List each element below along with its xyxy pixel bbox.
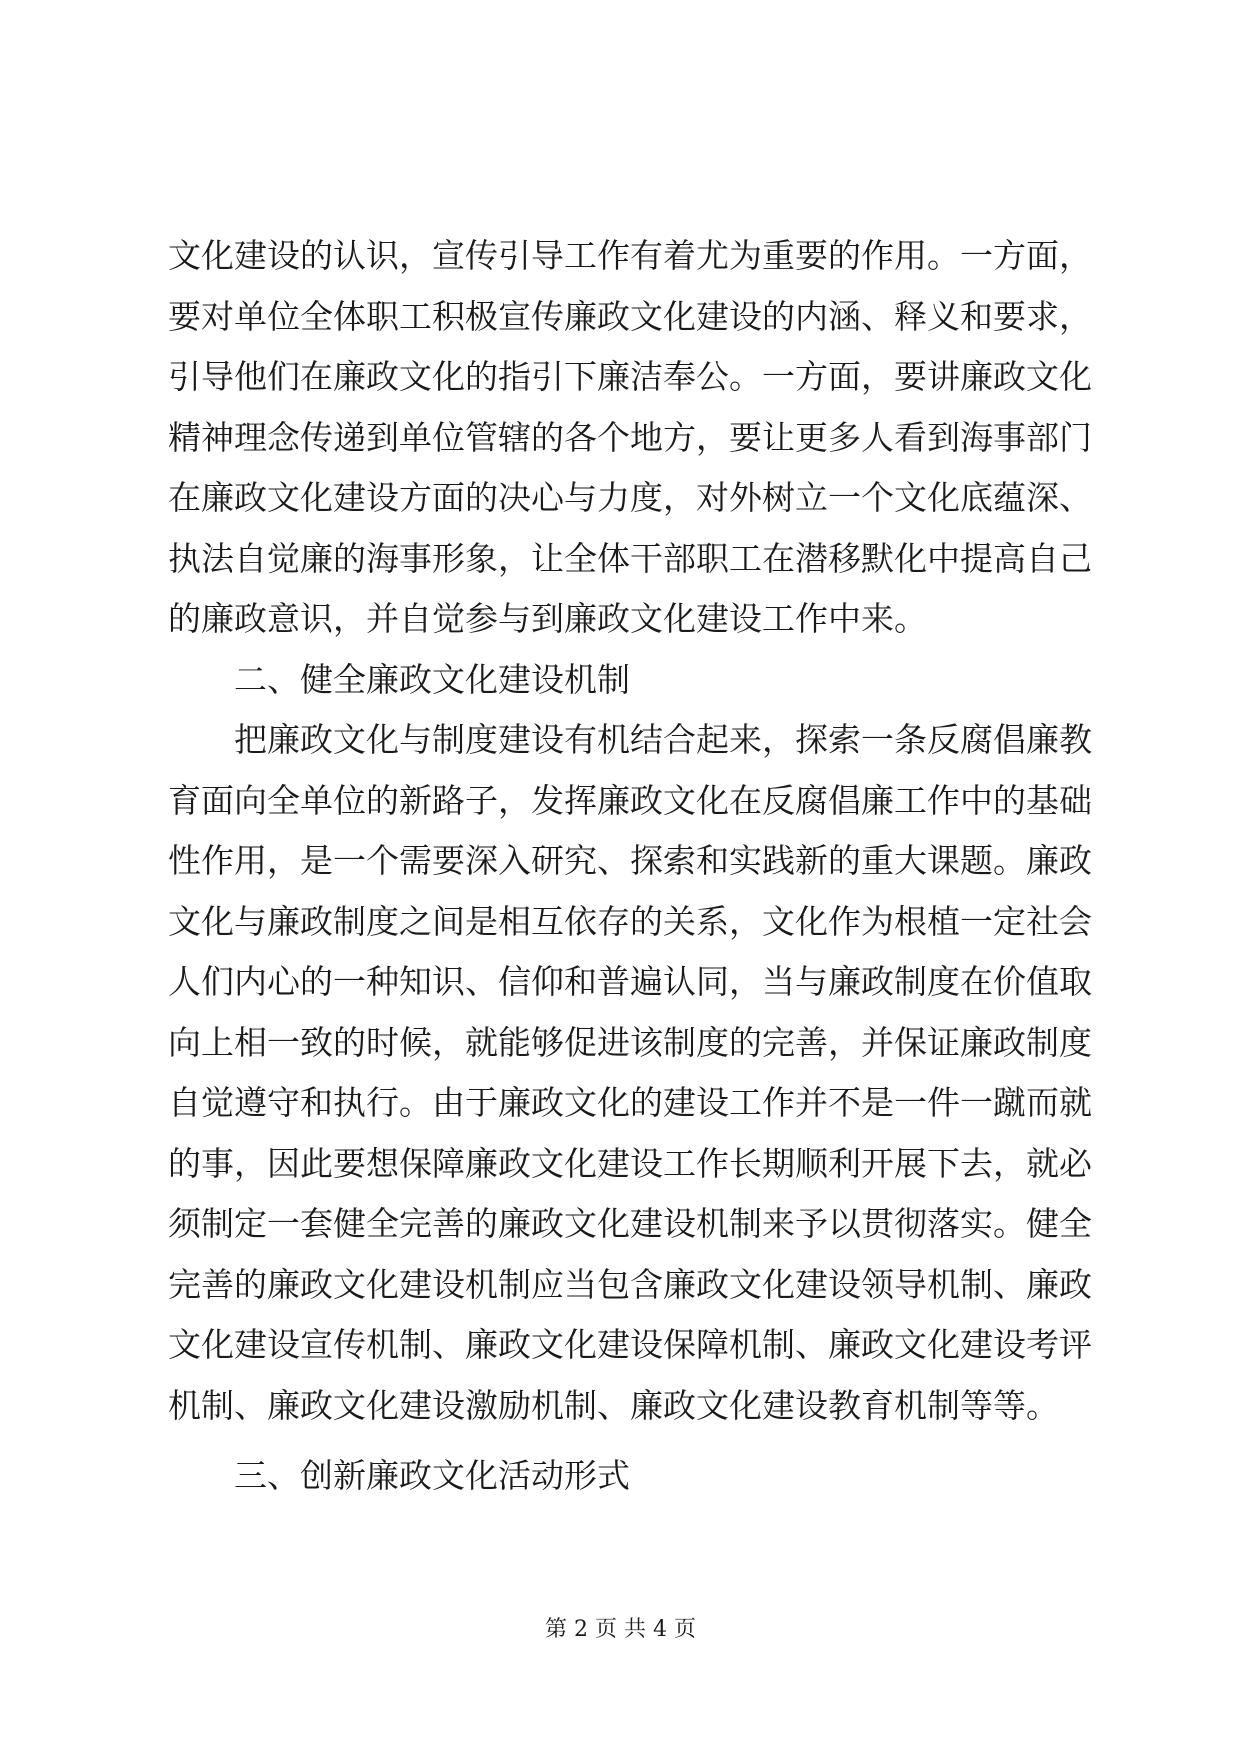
text-line: 自觉遵守和执行。由于廉政文化的建设工作并不是一件一蹴而就 [168,1083,1092,1122]
section-heading-3: 三、创新廉政文化活动形式 [234,1456,630,1495]
text-line: 文化与廉政制度之间是相互依存的关系，文化作为根植一定社会 [168,901,1092,941]
text-line: 把廉政文化与制度建设有机结合起来，探索一条反腐倡廉教 [234,720,1092,759]
paragraph-2 [168,710,1092,1436]
text-line: 机制、廉政文化建设激励机制、廉政文化建设教育机制等等。 [168,1385,1059,1425]
text-line: 人们内心的一种知识、信仰和普遍认同，当与廉政制度在价值取 [168,962,1092,1001]
text-line: 在廉政文化建设方面的决心与力度，对外树立一个文化底蕴深、 [168,478,1092,517]
text-line: 向上相一致的时候，就能够促进该制度的完善，并保证廉政制度 [168,1022,1092,1062]
text-line: 引导他们在廉政文化的指引下廉洁奉公。一方面，要讲廉政文化 [168,357,1092,396]
text-line: 性作用，是一个需要深入研究、探索和实践新的重大课题。廉政 [168,841,1092,880]
text-line: 要对单位全体职工积极宣传廉政文化建设的内涵、释义和要求， [168,296,1092,336]
text-line: 执法自觉廉的海事形象，让全体干部职工在潜移默化中提高自己 [168,538,1092,578]
document-body [168,226,1092,1507]
text-line: 须制定一套健全完善的廉政文化建设机制来予以贯彻落实。健全 [168,1204,1092,1243]
text-line: 育面向全单位的新路子，发挥廉政文化在反腐倡廉工作中的基础 [168,780,1092,820]
paragraph-1 [168,226,1092,650]
section-heading-2: 二、健全廉政文化建设机制 [234,659,630,699]
text-line: 文化建设宣传机制、廉政文化建设保障机制、廉政文化建设考评 [168,1325,1092,1364]
text-line: 的廉政意识，并自觉参与到廉政文化建设工作中来。 [168,599,927,638]
text-line: 的事，因此要想保障廉政文化建设工作长期顺利开展下去，就必 [168,1143,1092,1183]
spacer [168,1436,1080,1446]
text-line: 精神理念传递到单位管辖的各个地方，要让更多人看到海事部门 [168,417,1092,457]
text-line: 完善的廉政文化建设机制应当包含廉政文化建设领导机制、廉政 [168,1264,1092,1304]
text-line: 文化建设的认识，宣传引导工作有着尤为重要的作用。一方面， [168,236,1092,275]
page-footer: 第 2 页 共 4 页 [545,1617,696,1642]
